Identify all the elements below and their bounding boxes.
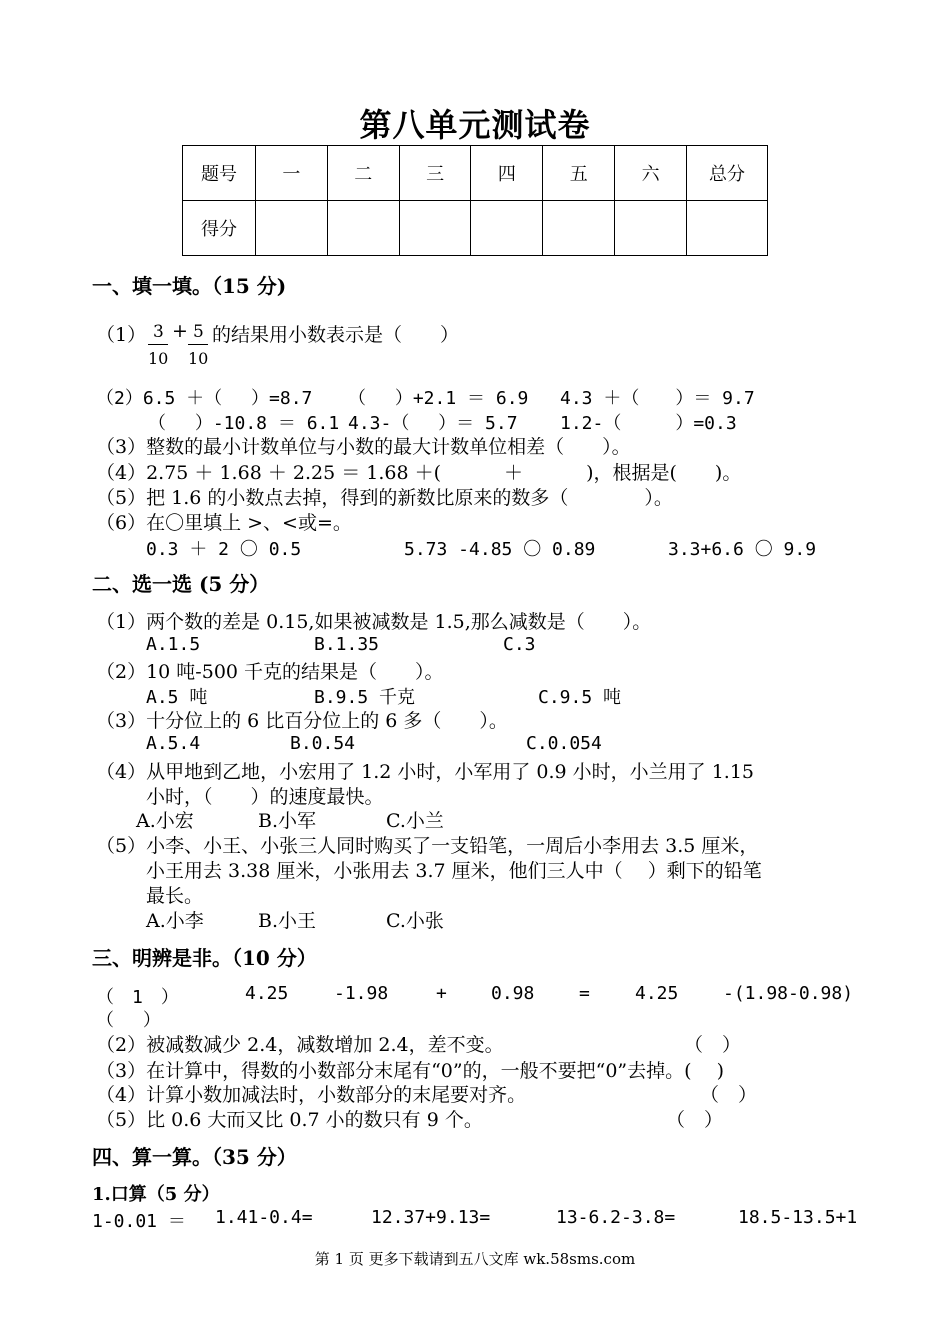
s2-q5-option-c: C.小张	[386, 910, 444, 932]
s1-q3: （3）整数的最小计数单位与小数的最大计数单位相差（ ）。	[96, 436, 631, 458]
score-input-cell[interactable]	[687, 201, 768, 256]
score-table-score-row	[183, 201, 768, 256]
calc-item: 1.41-0.4=	[215, 1207, 313, 1228]
s2-q5-option-b: B.小王	[258, 910, 317, 932]
calc-item: 1-0.01 ＝	[92, 1211, 186, 1232]
score-input-cell[interactable]	[327, 201, 399, 256]
table-cell: 一	[256, 146, 328, 201]
plus-sign: +	[172, 320, 188, 342]
s3-q1-part: （ 1 ）	[96, 987, 179, 1008]
s3-q1-part: -(1.98-0.98)	[723, 983, 854, 1004]
section-1-heading: 一、填一填。（15 分)	[92, 274, 287, 298]
s2-q1: （1）两个数的差是 0.15,如果被减数是 1.5,那么减数是（ ）。	[96, 611, 652, 633]
s1-q2-c: 4.3 ＋（ ）＝ 9.7	[560, 388, 755, 409]
s2-q5-option-a: A.小李	[146, 910, 204, 932]
s1-q2-a: （2）6.5 ＋（ ）=8.7	[96, 388, 313, 409]
table-cell: 四	[471, 146, 543, 201]
s1-q1-text: 的结果用小数表示是（ ）	[212, 324, 460, 346]
s3-q1-part: +	[436, 983, 447, 1004]
s2-q1-option-b: B.1.35	[314, 634, 380, 655]
s2-q5-line-1: （5）小李、小王、小张三人同时购买了一支铅笔，一周后小李用去 3.5 厘米，	[96, 835, 759, 857]
s3-q2-answer-paren[interactable]: （ ）	[684, 1034, 742, 1056]
fraction-1-bar	[148, 344, 168, 345]
table-cell: 总分	[687, 146, 768, 201]
s1-q1-number: （1）	[96, 324, 147, 346]
score-input-cell[interactable]	[399, 201, 471, 256]
s2-q5-line-2: 小王用去 3.38 厘米，小张用去 3.7 厘米，他们三人中（ ）剩下的铅笔	[146, 860, 762, 882]
s3-q1-part: 0.98	[491, 983, 535, 1004]
fraction-1-numerator: 3	[153, 322, 164, 342]
s2-q3-option-c: C.0.054	[526, 733, 602, 754]
page-title: 第八单元测试卷	[359, 106, 591, 144]
fraction-2-denominator: 10	[188, 349, 209, 368]
section-2-heading: 二、选一选 (5 分）	[92, 572, 270, 596]
table-cell: 六	[615, 146, 687, 201]
page-footer: 第 1 页 更多下载请到五八文库 wk.58sms.com	[314, 1250, 636, 1268]
s2-q4-option-c: C.小兰	[386, 810, 444, 832]
section-4-subheading: 1.口算（5 分）	[92, 1184, 220, 1205]
s3-q4-answer-paren[interactable]: （ ）	[700, 1084, 758, 1106]
s2-q3-option-b: B.0.54	[290, 733, 356, 754]
s3-q1-part: 4.25	[635, 983, 679, 1004]
s2-q2-option-c: C.9.5 吨	[538, 687, 622, 708]
fraction-2-bar	[188, 344, 208, 345]
s2-q4-option-b: B.小军	[258, 810, 317, 832]
score-input-cell[interactable]	[615, 201, 687, 256]
score-table-header-row	[183, 146, 768, 201]
section-3-heading: 三、明辨是非。（10 分）	[92, 946, 317, 970]
s2-q4-line-1: （4）从甲地到乙地，小宏用了 1.2 小时，小军用了 0.9 小时，小兰用了 1.15	[96, 761, 755, 783]
s1-q2-d: （ ）-10.8 ＝ 6.1	[148, 413, 340, 434]
calc-item: 18.5-13.5+1	[738, 1207, 858, 1228]
s2-q4-option-a: A.小宏	[136, 810, 194, 832]
s1-q6-b: 5.73 -4.85 〇 0.89	[404, 539, 596, 560]
calc-item: 12.37+9.13=	[371, 1207, 491, 1228]
s2-q3-option-a: A.5.4	[146, 733, 201, 754]
s3-q1-part: -1.98	[334, 983, 389, 1004]
score-input-cell[interactable]	[543, 201, 615, 256]
s3-q1-part: 4.25	[245, 983, 289, 1004]
table-cell: 三	[399, 146, 471, 201]
table-cell: 题号	[183, 146, 256, 201]
fraction-1-denominator: 10	[148, 349, 169, 368]
s3-q4: （4）计算小数加减法时，小数部分的末尾要对齐。	[96, 1084, 527, 1106]
calc-item: 13-6.2-3.8=	[556, 1207, 676, 1228]
s1-q6-c: 3.3+6.6 〇 9.9	[668, 539, 817, 560]
table-cell: 五	[543, 146, 615, 201]
s1-q2-f: 1.2-（ ）=0.3	[560, 413, 737, 434]
s3-q1-line-2: （ ）	[96, 1010, 161, 1031]
s2-q5-line-3: 最长。	[146, 885, 204, 907]
s2-q3: （3）十分位上的 6 比百分位上的 6 多（ ）。	[96, 710, 508, 732]
s2-q4-line-2: 小时，（ ）的速度最快。	[146, 786, 384, 808]
s2-q2: （2）10 吨-500 千克的结果是（ ）。	[96, 661, 444, 683]
s2-q2-option-a: A.5 吨	[146, 687, 208, 708]
table-cell: 二	[327, 146, 399, 201]
s1-q6: （6）在〇里填上 >、<或=。	[96, 512, 352, 534]
s1-q2-b: （ ）+2.1 ＝ 6.9	[348, 388, 529, 409]
s3-q5-answer-paren[interactable]: （ ）	[666, 1109, 724, 1131]
s3-q1-part: =	[579, 983, 590, 1004]
s3-q2: （2）被减数减少 2.4，减数增加 2.4，差不变。	[96, 1034, 504, 1056]
score-input-cell[interactable]	[471, 201, 543, 256]
s1-q2-e: 4.3-（ ）＝ 5.7	[348, 413, 518, 434]
score-input-cell[interactable]	[256, 201, 328, 256]
section-4-heading: 四、算一算。（35 分）	[92, 1145, 297, 1169]
s1-q6-a: 0.3 ＋ 2 〇 0.5	[146, 539, 302, 560]
s2-q1-option-a: A.1.5	[146, 634, 201, 655]
score-table	[182, 145, 768, 256]
s1-q5: （5）把 1.6 的小数点去掉，得到的新数比原来的数多（ ）。	[96, 487, 673, 509]
fraction-2-numerator: 5	[193, 322, 204, 342]
s2-q2-option-b: B.9.5 千克	[314, 687, 416, 708]
s3-q5: （5）比 0.6 大而又比 0.7 小的数只有 9 个。	[96, 1109, 483, 1131]
s2-q1-option-c: C.3	[503, 634, 536, 655]
table-cell: 得分	[183, 201, 256, 256]
s1-q4: （4）2.75 ＋ 1.68 ＋ 2.25 ＝ 1.68 ＋( ＋ )，根据是( )。	[96, 462, 742, 484]
s3-q3: （3）在计算中，得数的小数部分末尾有“0”的，一般不要把“0”去掉。( )	[96, 1060, 724, 1082]
